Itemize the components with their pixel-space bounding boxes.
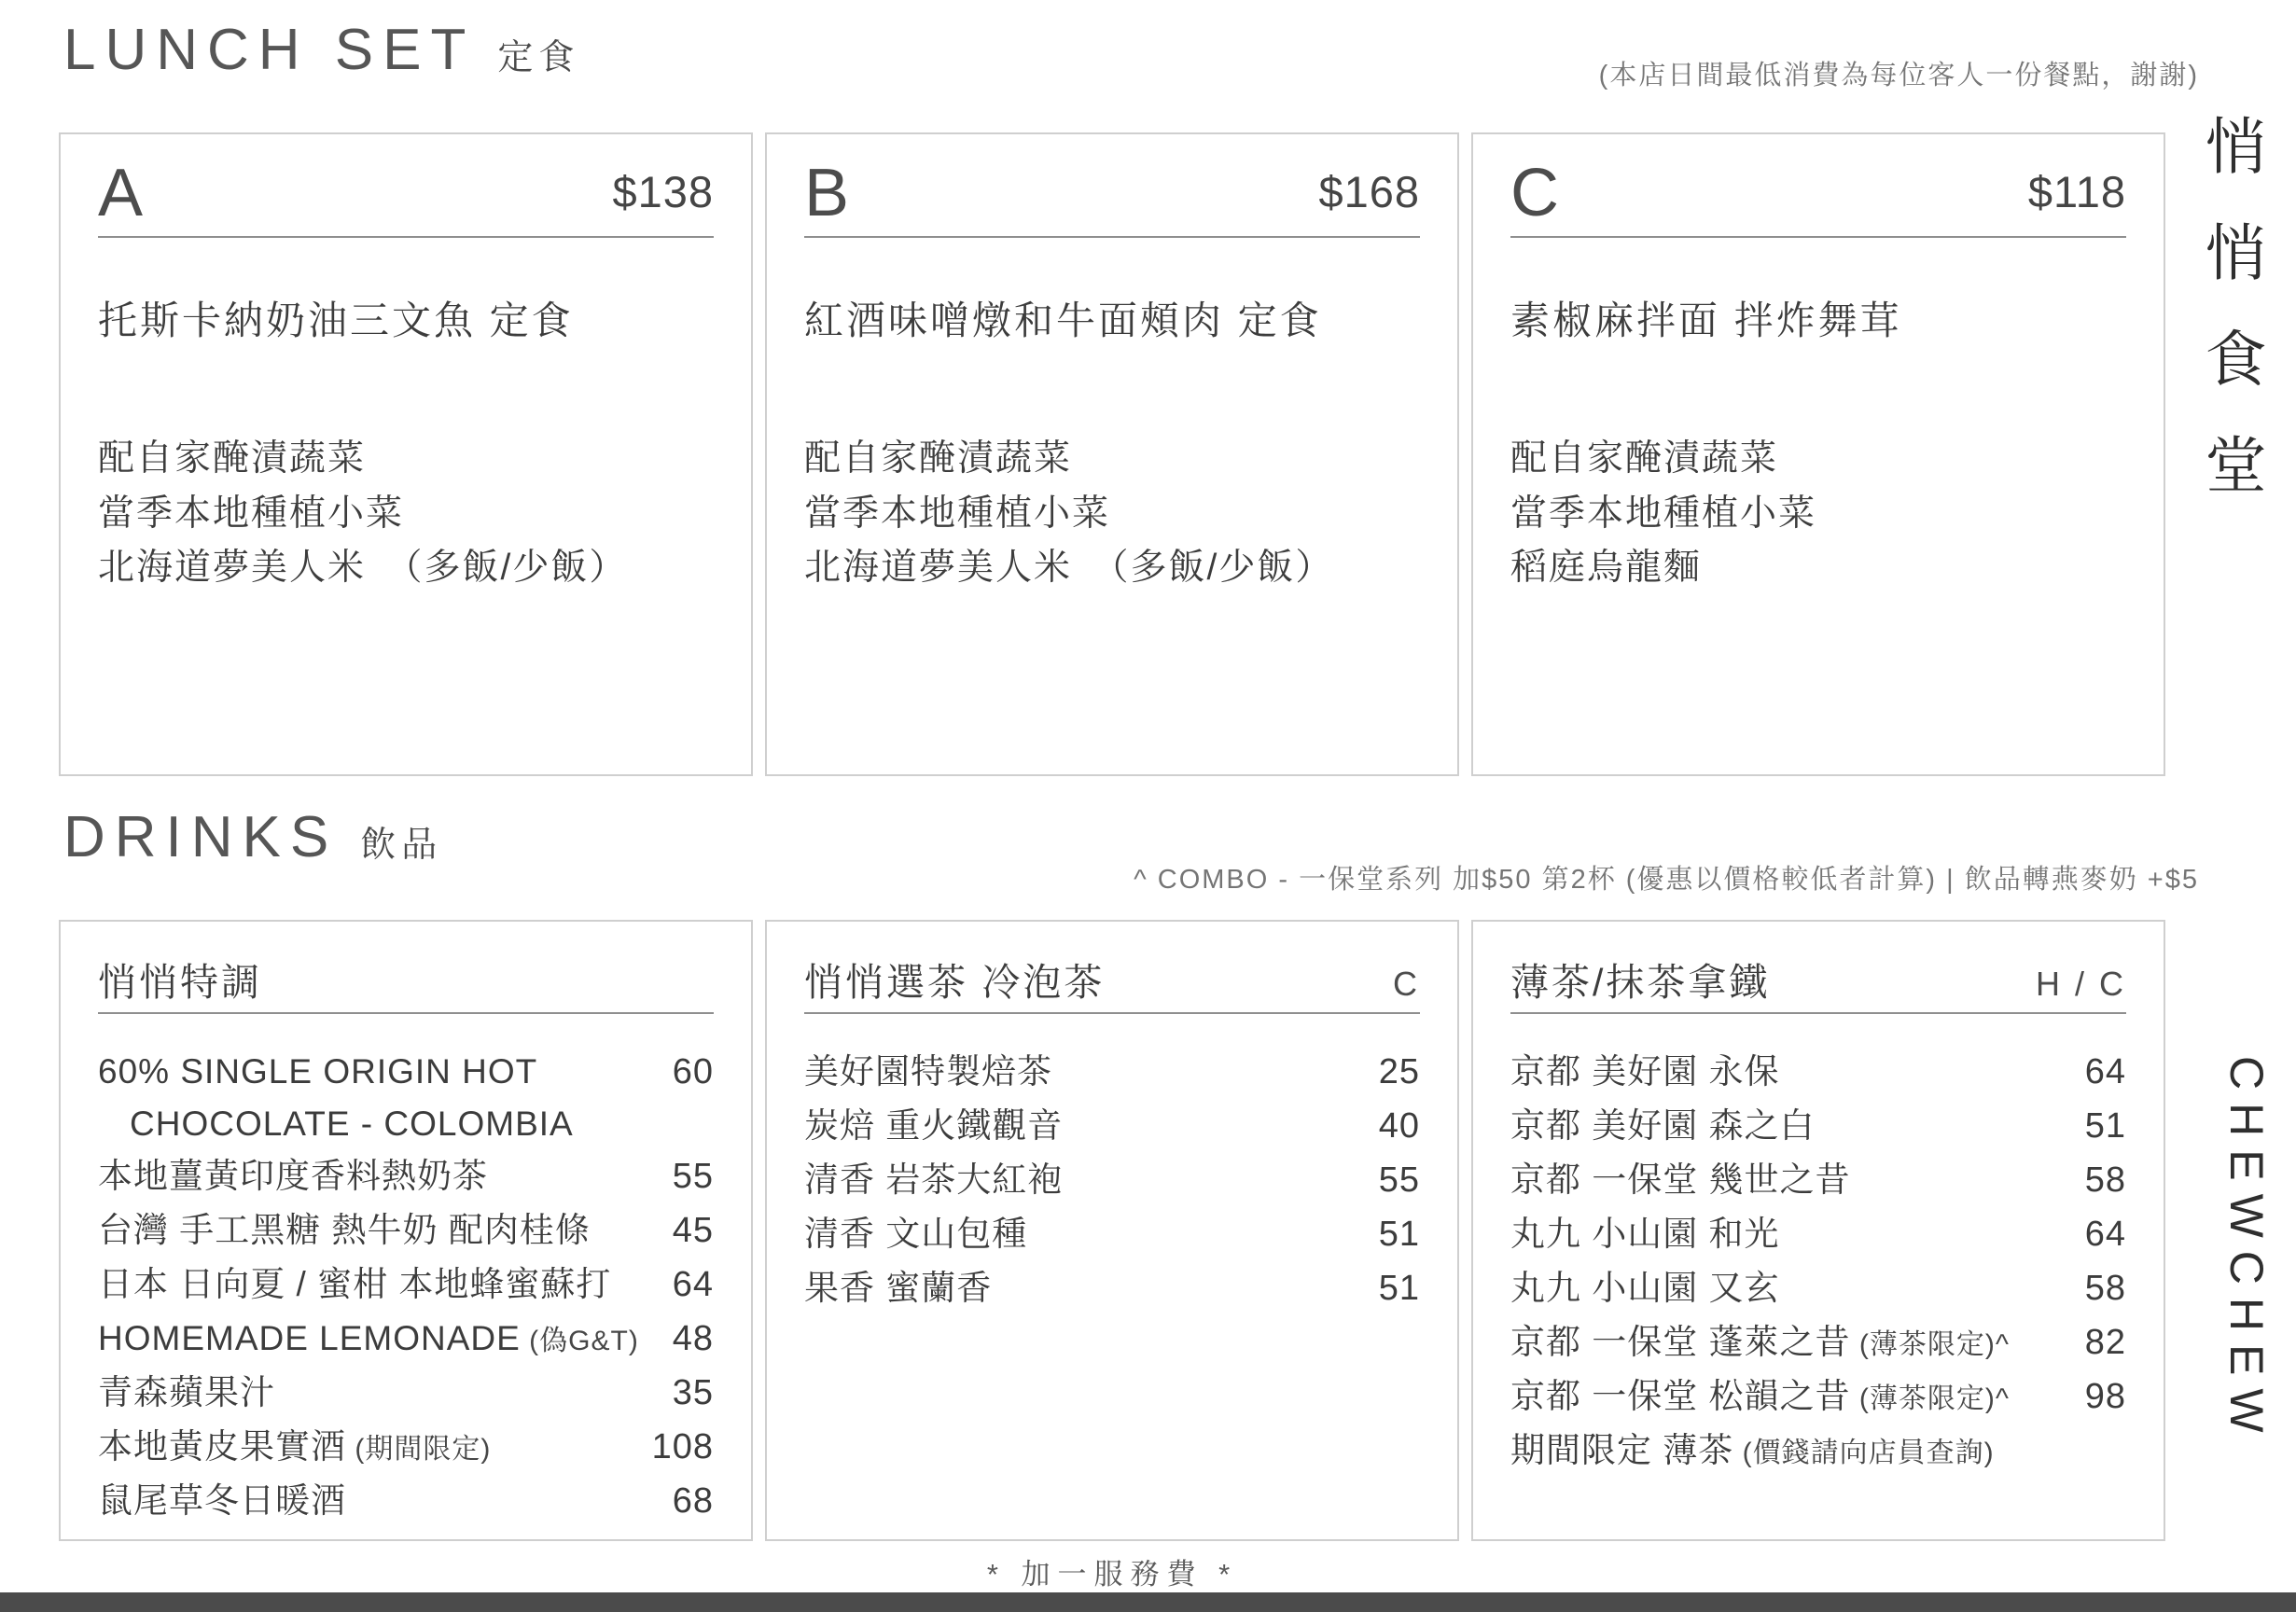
drink-item-name: 日本 日向夏 / 蜜柑 本地蜂蜜蘇打	[98, 1265, 612, 1303]
drink-item	[98, 1046, 714, 1149]
drink-item-name-wrap	[98, 1367, 660, 1419]
drink-item-name: 清香 岩茶大紅袍	[804, 1160, 1064, 1199]
drink-section-header	[1510, 952, 2126, 1007]
drink-item-name: 京都 一保堂 蓬萊之昔	[1510, 1323, 1851, 1361]
lunch-set-side-line: 配自家醃漬蔬菜	[98, 438, 367, 479]
drink-item	[804, 1046, 1420, 1099]
combo-note: ^ COMBO - 一保堂系列 加$50 第2杯 (優惠以價格較低者計算) | 飲品轉燕麥奶 +$5	[1134, 865, 2199, 895]
drink-temp-label: H / C	[2035, 965, 2126, 1003]
drink-item	[804, 1154, 1420, 1207]
drinks-title-en: DRINKS	[63, 805, 339, 869]
drink-item-name: 丸九 小山園 又玄	[1510, 1269, 1780, 1307]
drink-item-name: 炭焙 重火鐵觀音	[804, 1106, 1064, 1145]
lunch-set-side-line: 當季本地種植小菜	[1510, 493, 1817, 534]
drink-item-note: (薄茶限定)^	[1850, 1383, 2010, 1414]
drink-item	[1510, 1208, 2126, 1261]
drink-section-box	[1471, 920, 2165, 1541]
drink-item	[804, 1208, 1420, 1261]
drinks-title-cn: 飲品	[360, 826, 443, 865]
service-charge-note: * 加一服務費 *	[986, 1558, 1238, 1591]
lunch-set-header	[1510, 157, 2126, 230]
lunch-set-price: $118	[2027, 167, 2126, 216]
drink-item-list	[804, 1046, 1420, 1315]
lunch-set-price: $138	[612, 167, 714, 216]
drink-section-box	[59, 920, 753, 1541]
lunch-set-header	[98, 157, 714, 230]
drink-item-price: 51	[2084, 1106, 2126, 1146]
drink-item-name: 本地黃皮果實酒	[98, 1427, 346, 1466]
lunch-set-sides	[804, 432, 1420, 596]
drink-item	[98, 1258, 714, 1312]
header-rule	[1510, 236, 2126, 238]
drink-item-note: (價錢請向店員查詢)	[1733, 1438, 1995, 1468]
lunch-set-title-en: LUNCH SET	[63, 18, 476, 82]
drink-item-price: 64	[2084, 1052, 2126, 1091]
drink-item	[98, 1313, 714, 1366]
lunch-set-dish: 素椒麻拌面 拌炸舞茸	[1510, 299, 1902, 343]
drink-item	[98, 1475, 714, 1528]
lunch-set-side-line: 當季本地種植小菜	[804, 493, 1111, 534]
drink-item	[1510, 1424, 2126, 1477]
drink-item	[1510, 1370, 2126, 1424]
drink-item-price: 64	[672, 1265, 714, 1304]
drink-item	[804, 1100, 1420, 1153]
drink-item-name: 丸九 小山園 和光	[1510, 1215, 1780, 1253]
drink-item	[1510, 1046, 2126, 1099]
drink-item-price: 40	[1378, 1106, 1420, 1146]
drink-item-name-wrap	[1510, 1370, 2072, 1423]
lunch-set-price: $168	[1318, 167, 1420, 216]
header-rule	[98, 236, 714, 238]
drink-item-name-wrap	[1510, 1100, 2072, 1152]
drinks-row	[59, 920, 2165, 1541]
lunch-set-box	[1471, 132, 2165, 776]
lunch-set-label: B	[804, 156, 850, 230]
drink-item-name: 期間限定 薄茶	[1510, 1431, 1734, 1469]
drink-section-header	[804, 952, 1420, 1007]
header-rule	[98, 1012, 714, 1014]
bottom-accent-bar	[0, 1592, 2296, 1612]
drink-item-name: 京都 一保堂 幾世之昔	[1510, 1160, 1851, 1199]
drink-item-price: 60	[672, 1052, 714, 1091]
drink-item-name: 鼠尾草冬日暖酒	[98, 1481, 346, 1520]
drink-section-title: 薄茶/抹茶拿鐵	[1510, 961, 1771, 1004]
drink-item-price: 82	[2084, 1323, 2126, 1362]
drink-item	[1510, 1262, 2126, 1315]
drink-item-note: (薄茶限定)^	[1850, 1329, 2010, 1360]
drink-item-name-wrap	[1510, 1424, 2113, 1477]
drink-item-name-wrap	[1510, 1262, 2072, 1314]
drink-item-name: 京都 美好園 永保	[1510, 1052, 1780, 1091]
drink-item-name: 本地薑黃印度香料熱奶茶	[98, 1157, 488, 1195]
drink-item-name: 果香 蜜蘭香	[804, 1269, 993, 1307]
drink-item-price: 51	[1378, 1215, 1420, 1254]
lunch-set-row	[59, 132, 2165, 776]
drink-item-name: 京都 美好園 森之白	[1510, 1106, 1816, 1145]
drink-item	[98, 1421, 714, 1474]
drink-item-name-wrap	[804, 1046, 1366, 1098]
lunch-set-side-line: 配自家醃漬蔬菜	[804, 438, 1073, 479]
lunch-set-dish: 托斯卡納奶油三文魚 定食	[98, 299, 574, 343]
drink-item-price: 55	[672, 1157, 714, 1196]
drink-item	[1510, 1100, 2126, 1153]
drink-item-name-wrap	[1510, 1046, 2072, 1098]
drink-item-name: 美好園特製焙茶	[804, 1052, 1052, 1091]
header-rule	[1510, 1012, 2126, 1014]
drink-item-name-wrap	[804, 1100, 1366, 1152]
drink-item-list	[98, 1046, 714, 1528]
drink-item-list	[1510, 1046, 2126, 1477]
drink-item-price: 68	[672, 1481, 714, 1521]
lunch-set-title-cn: 定食	[497, 38, 580, 77]
drink-item-name-wrap	[804, 1208, 1366, 1260]
drink-item-name-wrap	[98, 1313, 660, 1365]
lunch-set-label: C	[1510, 156, 1559, 230]
drink-item	[804, 1262, 1420, 1315]
drink-item-price: 98	[2084, 1377, 2126, 1416]
drink-item	[98, 1150, 714, 1203]
drink-item-note: (偽G&T)	[520, 1326, 639, 1356]
drink-item-price: 55	[1378, 1160, 1420, 1200]
drink-item-price: 48	[672, 1319, 714, 1358]
lunch-set-box	[59, 132, 753, 776]
drink-item-name: 台灣 手工黑糖 熱牛奶 配肉桂條	[98, 1211, 591, 1249]
drink-item-price: 51	[1378, 1269, 1420, 1308]
drink-item-price: 58	[2084, 1160, 2126, 1200]
lunch-set-sides	[98, 432, 714, 596]
header-rule	[804, 236, 1420, 238]
drink-item-name: 清香 文山包種	[804, 1215, 1028, 1253]
drink-item-name-wrap	[98, 1046, 660, 1149]
drink-item	[1510, 1154, 2126, 1207]
drink-item-name-wrap	[1510, 1316, 2072, 1369]
minimum-charge-note: (本店日間最低消費為每位客人一份餐點，謝謝)	[1598, 61, 2199, 90]
lunch-set-side-line: 北海道夢美人米 （多飯/少飯）	[804, 548, 1334, 589]
drink-item-name: 60% SINGLE ORIGIN HOT CHOCOLATE - COLOMBIA	[98, 1052, 574, 1143]
drink-item-price: 108	[651, 1427, 714, 1466]
drink-item-name-wrap	[1510, 1208, 2072, 1260]
drink-item-price: 45	[672, 1211, 714, 1250]
lunch-set-dish: 紅酒味噌燉和牛面頰肉 定食	[804, 299, 1322, 343]
brand-vertical-english: CHEWCHEW	[2220, 1056, 2273, 1446]
drink-section-box	[765, 920, 1459, 1541]
lunch-set-header	[804, 157, 1420, 230]
lunch-set-sides	[1510, 432, 2126, 596]
lunch-set-side-line: 當季本地種植小菜	[98, 493, 405, 534]
drink-item-note: (期間限定)	[346, 1434, 492, 1465]
header-rule	[804, 1012, 1420, 1014]
lunch-set-title	[63, 17, 579, 83]
drink-item-name-wrap	[98, 1475, 660, 1527]
drink-item-price: 25	[1378, 1052, 1420, 1091]
drink-item-name-wrap	[804, 1154, 1366, 1206]
brand-vertical-chinese: 悄悄食堂	[2196, 114, 2265, 539]
lunch-set-box	[765, 132, 1459, 776]
drink-section-header	[98, 952, 714, 1007]
drink-item	[98, 1367, 714, 1420]
drink-section-title: 悄悄特調	[98, 961, 262, 1004]
drink-item-name-wrap	[804, 1262, 1366, 1314]
drink-item-name-wrap	[1510, 1154, 2072, 1206]
drink-item-price: 58	[2084, 1269, 2126, 1308]
drink-item-name-wrap	[98, 1421, 639, 1473]
drink-item-name-wrap	[98, 1204, 660, 1257]
drink-item-name: 京都 一保堂 松韻之昔	[1510, 1377, 1851, 1415]
drink-item	[1510, 1316, 2126, 1369]
drink-item	[98, 1204, 714, 1258]
drink-temp-label: C	[1393, 965, 1420, 1003]
drink-section-title: 悄悄選茶 冷泡茶	[804, 961, 1106, 1004]
drink-item-name: 青森蘋果汁	[98, 1373, 275, 1411]
drinks-title	[63, 804, 442, 870]
lunch-set-side-line: 北海道夢美人米 （多飯/少飯）	[98, 548, 628, 589]
lunch-set-side-line: 配自家醃漬蔬菜	[1510, 438, 1779, 479]
drink-item-name: HOMEMADE LEMONADE	[98, 1319, 521, 1357]
lunch-set-label: A	[98, 156, 144, 230]
drink-item-name-wrap	[98, 1150, 660, 1202]
drink-item-price: 35	[672, 1373, 714, 1412]
lunch-set-side-line: 稻庭烏龍麵	[1510, 548, 1703, 589]
drink-item-name-wrap	[98, 1258, 660, 1311]
drink-item-price: 64	[2084, 1215, 2126, 1254]
